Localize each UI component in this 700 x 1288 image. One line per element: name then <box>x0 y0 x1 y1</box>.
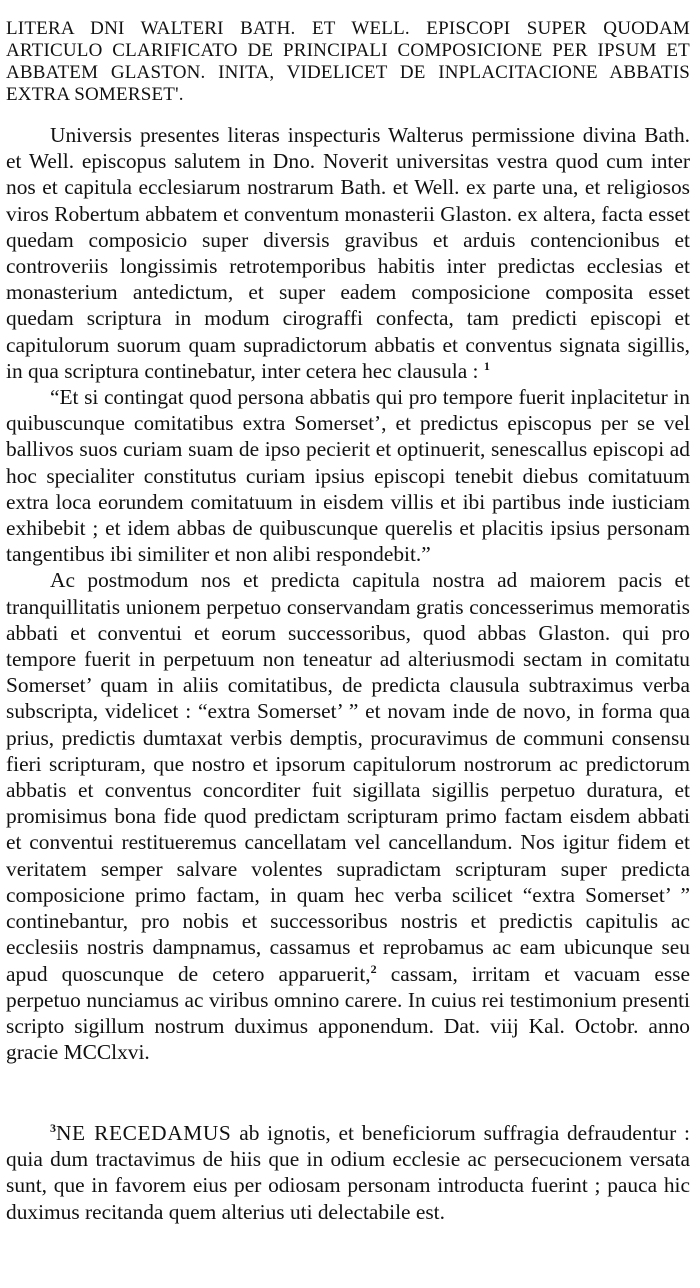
note-lead-words: NE RECEDAMUS <box>56 1121 232 1145</box>
note-paragraph <box>6 1120 690 1225</box>
paragraph-opening <box>6 122 690 384</box>
paragraph-grant-text-b: cassam, irritam et vacuam esse perpetuo nunciamus ac viribus omnino carere. In cuius rei testimonium presenti scripto sigillum nostrum duximus apponendum. Dat. viij Kal. Octobr. anno gracie MCClxvi. <box>6 961 690 1065</box>
quoted-clause: “Et si contingat quod persona abbatis qui pro tempore fuerit inplacitetur in quibuscunque comitatibus extra Somerset’, et predictus episcopus per se vel ballivos suos curiam suam de ipso pecierit et optinuerit, senescallus episcopi ad hoc specialiter constitutus curiam ipsius episcopi tenebit diebus comitatuum extra loca eorundem comitatuum in eisdem villis et ibi partibus inde iusticiam exhibebit ; et idem abbas de quibuscunque querelis et placitis ipsius personam tangentibus ibi similiter et non alibi respondebit.” <box>6 385 690 567</box>
note-text: ab ignotis, et beneficiorum suffragia defraudentur : quia dum tractavimus de hiis que in odium ecclesie ac persecucionem versata sunt, que in favorem eius per odiosam personam introducta fuerint ; pauca hic duximus recitanda quem alterius uti delectabile est. <box>6 1121 690 1224</box>
paragraph-grant <box>6 567 690 1065</box>
note-section <box>6 1120 690 1225</box>
footnote-reference-1: 1 <box>483 358 490 373</box>
footnote-reference-2: 2 <box>370 961 377 976</box>
paragraph-opening-text: Universis presentes literas inspecturis Walterus permissione divina Bath. et Well. episcopus salutem in Dno. Noverit universitas vestra quod cum inter nos et capitula ecclesiarum nostrarum Bath. et Well. ex parte una, et religiosos viros Robertum abbatem et conventum monasterii Glaston. ex altera, facta esset quedam composicio super diversis gravibus et arduis contencionibus et controveriis longissimis retrotemporibus habitis inter predictas ecclesias et monasterium antedictum, et super eadem composicione composita esset quedam scriptura in modum cirograffi confecta, tam predicti episcopi et capitulorum suorum quam supradictorum abbatis et conventus signata sigillis, in qua scriptura continebatur, inter cetera hec clausula : <box>6 123 690 383</box>
note-reference-3: 3 <box>50 1120 56 1135</box>
paragraph-grant-text-a: Ac postmodum nos et predicta capitula nostra ad maiorem pacis et tranquillitatis unionem perpetuo conservandam gratis concesserimus memoratis abbati et conventui et eorum successoribus, quod abbas Glaston. qui pro tempore fuerit in perpetuum non teneatur ad alteriusmodi sectam in comitatu Somerset’ quam in aliis comitatibus, de predicta clausula subtraximus verba subscripta, videlicet : “extra Somerset’ ” et novam inde de novo, in forma qua prius, predictis dumtaxat verbis demptis, procuravimus de communi consensu fieri scripturam, que nostro et ipsorum capitulorum nostrorum ac predictorum abbatis et conventus concorditer fuit sigillata sigillis perpetuo duratura, et promisimus bona fide quod predictam scripturam primo factam eisdem abbati et conventui restitueremus cancellatam vel cancellandum. Nos igitur fidem et veritatem semper salvare volentes supradictam scripturam super predicta composicione primo factam, in quam hec verba scilicet “extra Somerset’ ” continebantur, pro nobis et successoribus nostris et predictis capitulis ac ecclesiis nostris dampnamus, cassamus et reprobamus ac eam ubicunque seu apud quoscunque de cetero apparuerit, <box>6 568 690 986</box>
document-body <box>0 122 700 1065</box>
document-heading: LITERA DNI WALTERI BATH. ET WELL. EPISCOPI SUPER QUODAM ARTICULO CLARIFICATO DE PRINCIPALI COMPOSICIONE PER IPSUM ET ABBATEM GLASTON. INITA, VIDELICET DE INPLACITACIONE ABBATIS EXTRA SOMERSET'. <box>6 18 690 105</box>
